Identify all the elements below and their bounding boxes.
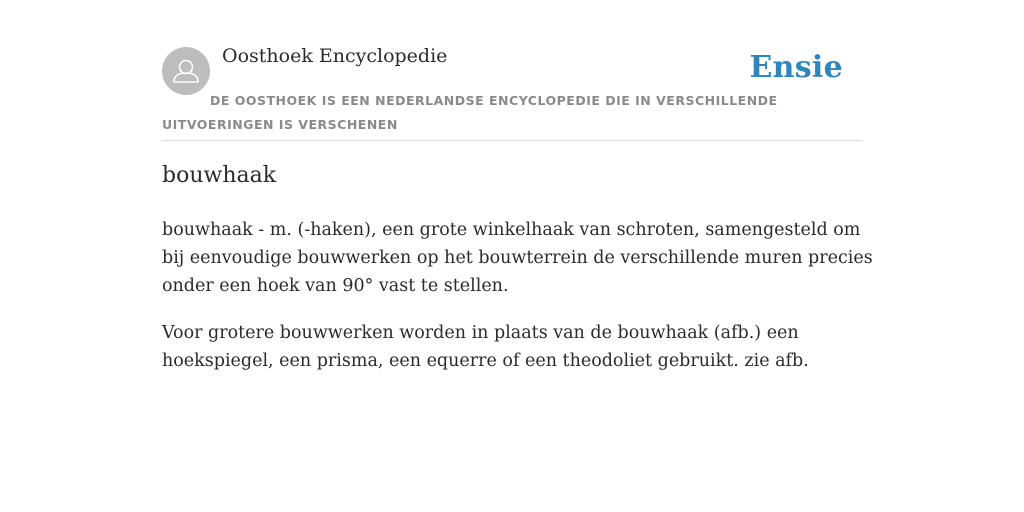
entry-title: bouwhaak [162,163,277,188]
source-header [162,0,862,141]
entry-paragraph-2: Voor grotere bouwwerken worden in plaats van de bouwhaak (afb.) een hoekspiegel, een prisma, een equerre of een theodoliet gebruikt. zie afb. [162,323,809,371]
content-container [162,0,873,371]
source-name-link[interactable]: Oosthoek Encyclopedie [222,45,448,67]
entry-paragraph-1: bouwhaak - m. (-haken), een grote winkelhaak van schroten, samengesteld om bij eenvoudige bouwwerken op het bouwterrein de verschillende muren precies onder een hoek van 90° vast te stellen. [162,220,873,296]
ensie-logo[interactable]: Ensie [749,50,843,85]
source-description: DE OOSTHOEK IS EEN NEDERLANDSE ENCYCLOPEDIE DIE IN VERSCHILLENDE UITVOERINGEN IS VERSCHENEN [162,93,778,132]
avatar[interactable] [162,47,210,95]
user-icon [162,47,210,95]
